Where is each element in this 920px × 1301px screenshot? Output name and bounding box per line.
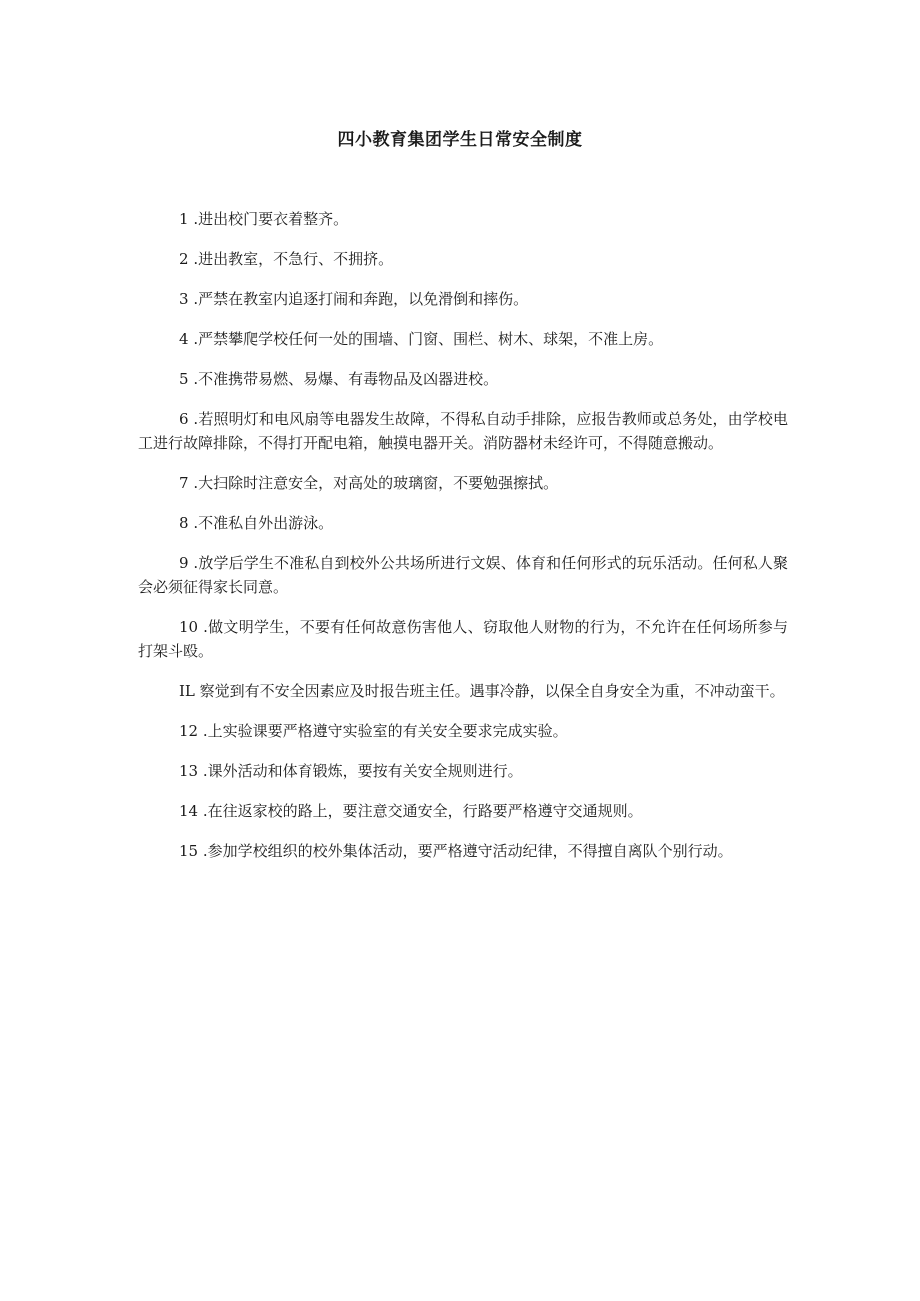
rule-number: 5 [179, 370, 189, 388]
rule-separator: . [198, 722, 208, 740]
rule-item [138, 839, 788, 863]
rules-list [138, 207, 788, 879]
rule-number: 13 [179, 762, 199, 780]
rule-separator: . [188, 554, 199, 572]
rule-number: 9 [179, 554, 189, 572]
rule-item [138, 759, 788, 783]
rule-number: 6 [179, 410, 189, 428]
rule-number: 3 [179, 290, 189, 308]
rule-number: 8 [179, 514, 189, 532]
rule-separator: . [198, 762, 208, 780]
rule-separator: . [198, 618, 208, 636]
rule-separator: . [188, 250, 199, 268]
rule-separator: . [188, 210, 199, 228]
rule-separator: . [188, 514, 199, 532]
rule-item [138, 247, 788, 271]
rule-separator: . [188, 474, 199, 492]
rule-item [138, 615, 788, 663]
rule-text: 在往返家校的路上，要注意交通安全，行路要严格遵守交通规则。 [207, 802, 643, 820]
rule-item [138, 367, 788, 391]
document-title: 四小教育集团学生日常安全制度 [337, 130, 583, 150]
rule-text: 察觉到有不安全因素应及时报告班主任。遇事冷静，以保全自身安全为重，不冲动蛮干。 [199, 682, 785, 700]
rule-item [138, 471, 788, 495]
rule-text: 若照明灯和电风扇等电器发生故障，不得私自动手排除，应报告教师或总务处，由学校电工进行故障排除，不得打开配电箱，触摸电器开关。消防器材未经许可，不得随意搬动。 [138, 410, 788, 452]
rule-item [138, 407, 788, 455]
rule-separator: . [188, 410, 199, 428]
rule-number: 2 [179, 250, 189, 268]
rule-item [138, 799, 788, 823]
rule-text: 严禁攀爬学校任何一处的围墙、门窗、围栏、树木、球架，不准上房。 [198, 330, 664, 348]
rule-text: 课外活动和体育锻炼，要按有关安全规则进行。 [207, 762, 523, 780]
rule-number: 10 [179, 618, 199, 636]
rule-text: 不准携带易燃、易爆、有毒物品及凶器进校。 [198, 370, 499, 388]
rule-number: 15 [179, 842, 199, 860]
rule-text: 进出教室，不急行、不拥挤。 [198, 250, 394, 268]
rule-number: 7 [179, 474, 189, 492]
rule-number: 14 [179, 802, 199, 820]
rule-number: 4 [179, 330, 189, 348]
rule-item [138, 327, 788, 351]
rule-item [138, 511, 788, 535]
rule-number: 1 [179, 210, 189, 228]
rule-item [138, 287, 788, 311]
rule-separator: . [198, 802, 208, 820]
rule-text: 放学后学生不准私自到校外公共场所进行文娱、体育和任何形式的玩乐活动。任何私人聚会必须征得家长同意。 [138, 554, 788, 596]
rule-item [138, 679, 788, 703]
rule-separator: . [188, 330, 199, 348]
rule-number: 12 [179, 722, 199, 740]
rule-text: 参加学校组织的校外集体活动，要严格遵守活动纪律，不得擅自离队个别行动。 [207, 842, 733, 860]
rule-text: 不准私自外出游泳。 [198, 514, 334, 532]
rule-separator: . [198, 842, 208, 860]
rule-text: 上实验课要严格遵守实验室的有关安全要求完成实验。 [207, 722, 568, 740]
rule-number: IL [179, 682, 195, 700]
rule-item [138, 207, 788, 231]
rule-text: 严禁在教室内追逐打闹和奔跑，以免滑倒和摔伤。 [198, 290, 529, 308]
rule-separator: . [188, 370, 199, 388]
rule-text: 大扫除时注意安全，对高处的玻璃窗，不要勉强擦拭。 [198, 474, 559, 492]
rule-item [138, 719, 788, 743]
rule-item [138, 551, 788, 599]
rule-text: 进出校门要衣着整齐。 [198, 210, 349, 228]
rule-text: 做文明学生，不要有任何故意伤害他人、窃取他人财物的行为，不允许在任何场所参与打架斗殴。 [138, 618, 788, 660]
rule-separator: . [188, 290, 199, 308]
